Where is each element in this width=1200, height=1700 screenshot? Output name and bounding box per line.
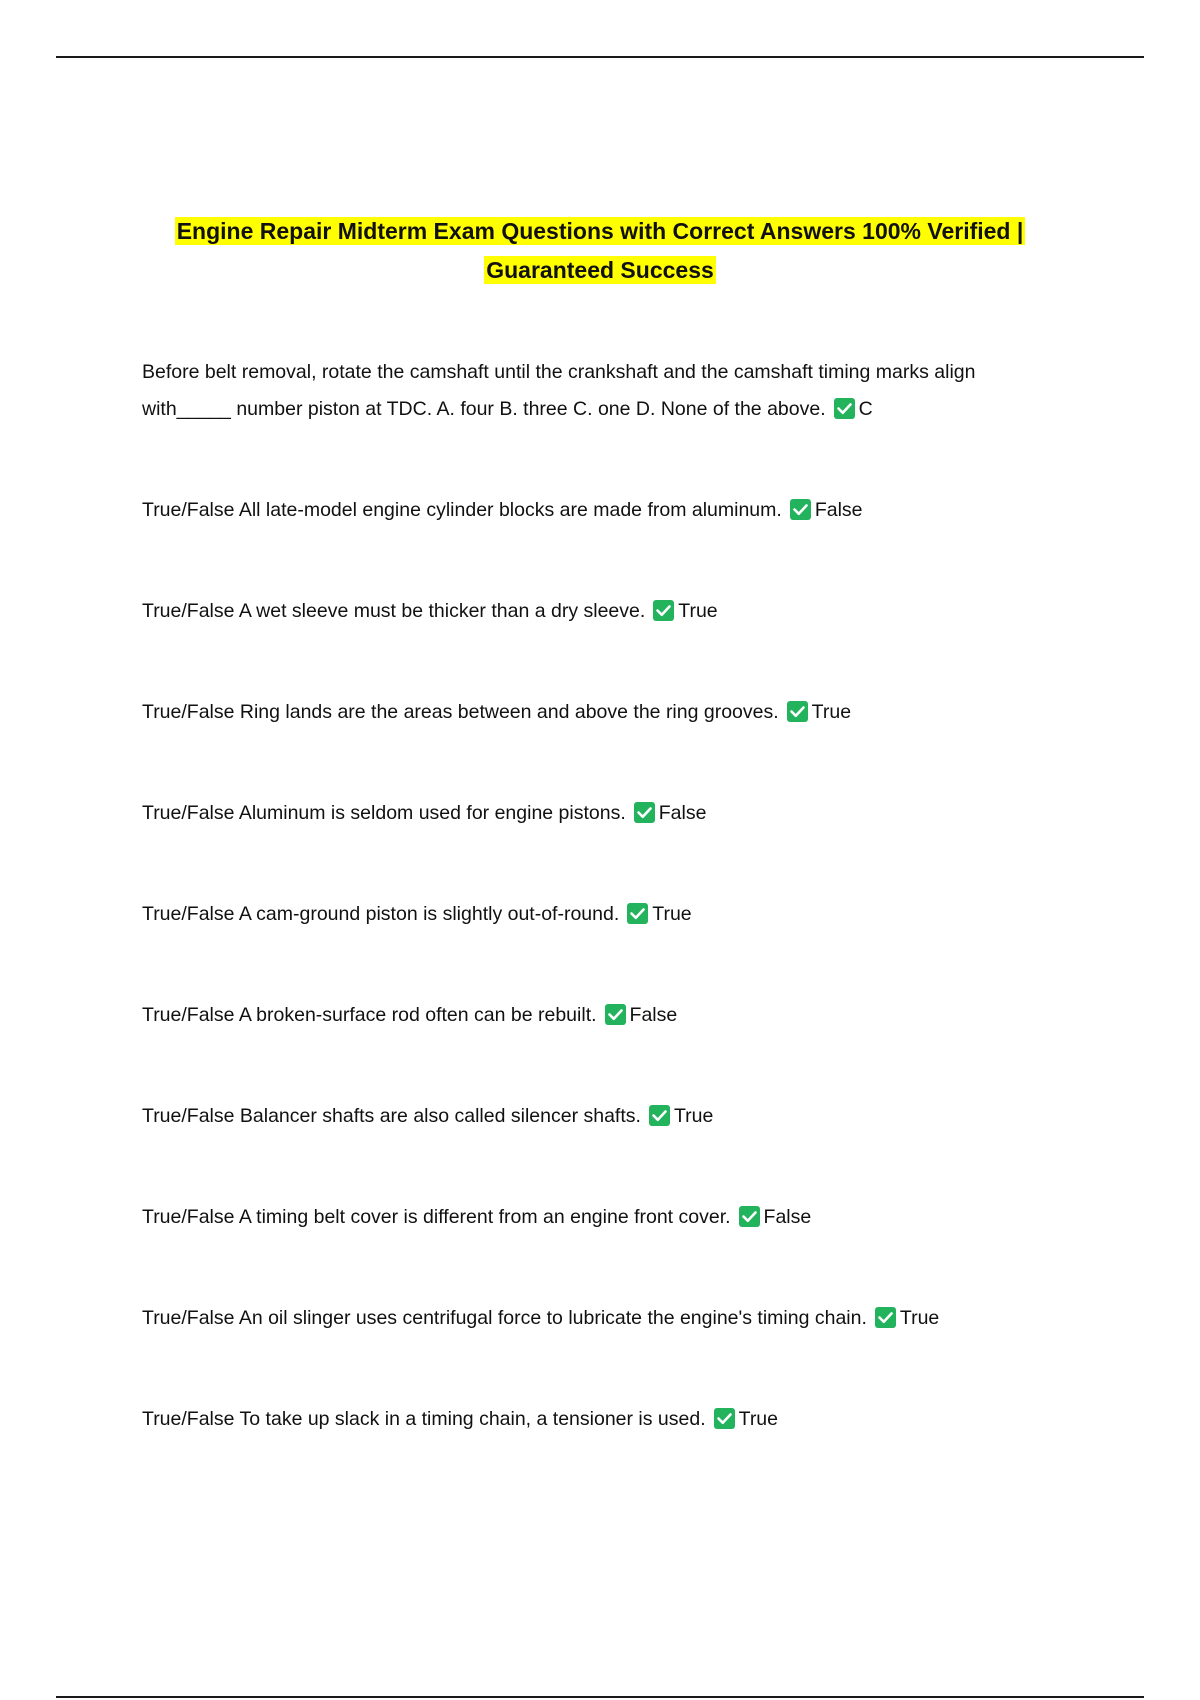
question-item (142, 896, 1062, 933)
question-item (142, 795, 1062, 832)
answer-text: True (673, 1105, 714, 1127)
question-item (142, 997, 1062, 1034)
check-mark-icon (605, 1004, 626, 1025)
answer-text: C (858, 398, 873, 420)
question-text: True/False Aluminum is seldom used for engine pistons. (142, 802, 626, 824)
check-mark-icon (790, 499, 811, 520)
answer-text: False (629, 1004, 678, 1026)
question-item (142, 492, 1062, 529)
check-mark-icon (714, 1408, 735, 1429)
answer-text: True (811, 701, 852, 723)
question-item (142, 1401, 1062, 1438)
question-text: True/False Balancer shafts are also called silencer shafts. (142, 1105, 641, 1127)
check-mark-icon (834, 398, 855, 419)
question-item (142, 1098, 1062, 1135)
answer-text: False (658, 802, 707, 824)
question-text: True/False A broken-surface rod often can be rebuilt. (142, 1004, 597, 1026)
title-line-2: Guaranteed Success (486, 257, 714, 283)
check-mark-icon (787, 701, 808, 722)
question-item (142, 593, 1062, 630)
answer-text: True (652, 903, 692, 925)
question-text: True/False A timing belt cover is different from an engine front cover. (142, 1206, 731, 1228)
answer-text: False (814, 499, 863, 521)
question-text: Before belt removal, rotate the camshaft until the crankshaft and the camshaft timing marks align with_____ number piston at TDC. A. four B. three C. one D. None of the above. (142, 361, 976, 420)
question-list (142, 354, 1062, 1502)
question-item (142, 1300, 1062, 1337)
top-divider (56, 56, 1144, 58)
page-title (140, 212, 1060, 290)
check-mark-icon (634, 802, 655, 823)
answer-text: True (899, 1307, 940, 1329)
question-item (142, 694, 1062, 731)
check-mark-icon (875, 1307, 896, 1328)
question-text: True/False An oil slinger uses centrifugal force to lubricate the engine's timing chain. (142, 1307, 867, 1329)
title-line-1: Engine Repair Midterm Exam Questions with Correct Answers 100% Verified | (176, 218, 1024, 244)
question-item (142, 354, 1062, 428)
answer-text: False (763, 1206, 812, 1228)
answer-text: True (678, 600, 718, 622)
check-mark-icon (649, 1105, 670, 1126)
check-mark-icon (627, 903, 648, 924)
check-mark-icon (739, 1206, 760, 1227)
question-text: True/False All late-model engine cylinder blocks are made from aluminum. (142, 499, 782, 521)
question-text: True/False A cam-ground piston is slightly out-of-round. (142, 903, 620, 925)
question-text: True/False To take up slack in a timing chain, a tensioner is used. (142, 1408, 706, 1430)
question-text: True/False Ring lands are the areas between and above the ring grooves. (142, 701, 779, 723)
check-mark-icon (653, 600, 674, 621)
bottom-divider (56, 1696, 1144, 1698)
answer-text: True (738, 1408, 778, 1430)
question-item (142, 1199, 1062, 1236)
question-text: True/False A wet sleeve must be thicker than a dry sleeve. (142, 600, 646, 622)
